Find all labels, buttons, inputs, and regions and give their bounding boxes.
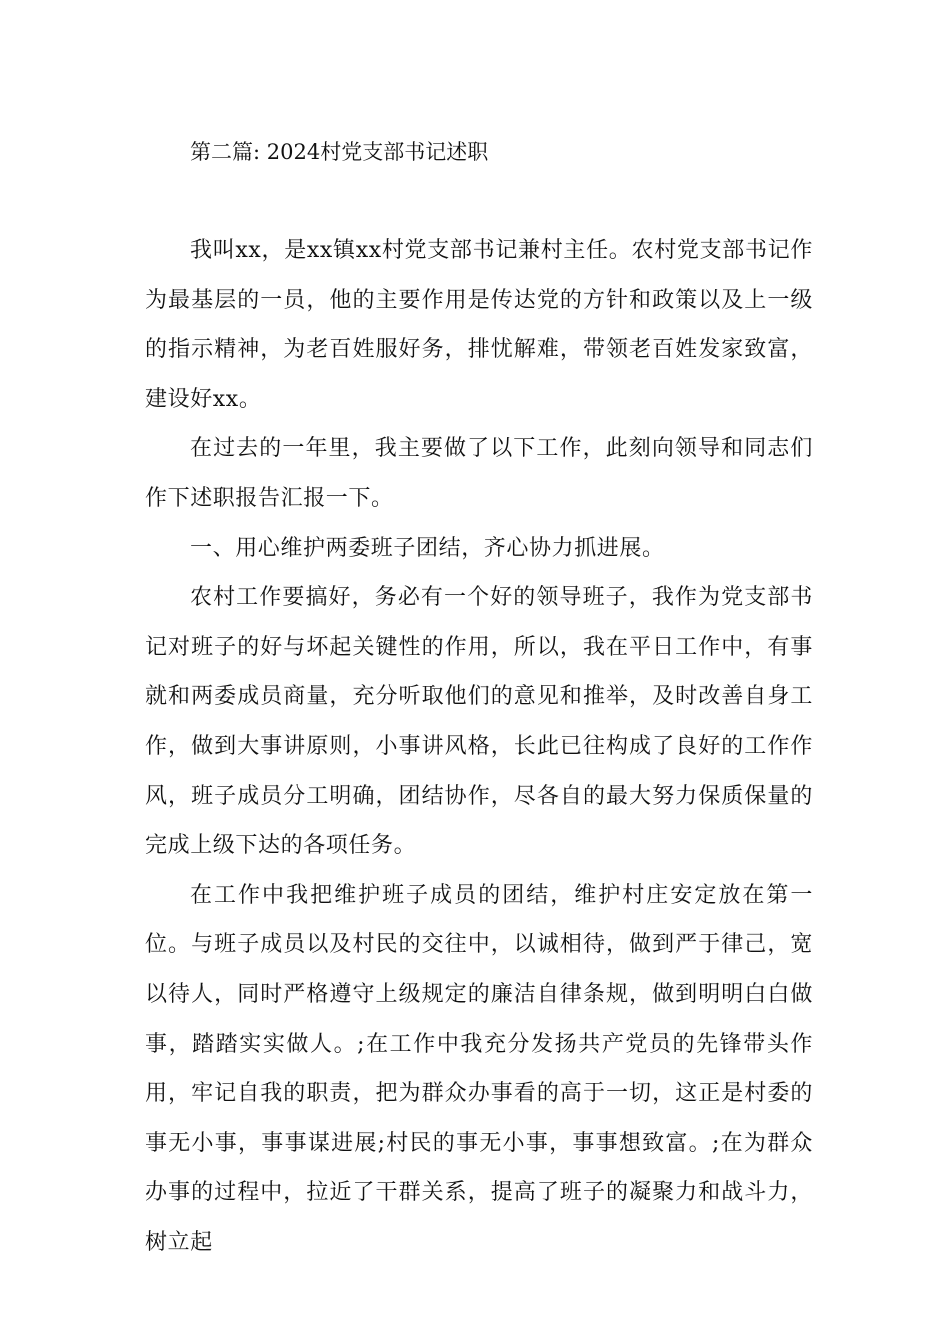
paragraph-overview: 在过去的一年里，我主要做了以下工作，此刻向领导和同志们作下述职报告汇报一下。 bbox=[145, 436, 813, 511]
paragraph-intro: 我叫xx，是xx镇xx村党支部书记兼村主任。农村党支部书记作为最基层的一员，他的主要作用是传达党的方针和政策以及上一级的指示精神，为老百姓服好务，排忧解难，带领老百姓发家致富，建设好xx。 bbox=[145, 238, 813, 412]
document-title: 第二篇: 2024村党支部书记述职 bbox=[190, 140, 489, 164]
section-heading: 一、用心维护两委班子团结，齐心协力抓进展。 bbox=[190, 535, 665, 561]
document-body bbox=[145, 226, 813, 1267]
paragraph-leadership: 农村工作要搞好，务必有一个好的领导班子，我作为党支部书记对班子的好与坏起关键性的作用，所以，我在平日工作中，有事就和两委成员商量，充分听取他们的意见和推举，及时改善自身工作，做到大事讲原则，小事讲风格，长此已往构成了良好的工作作风，班子成员分工明确，团结协作，尽各自的最大努力保质保量的完成上级下达的各项任务。 bbox=[145, 585, 813, 859]
paragraph-unity: 在工作中我把维护班子成员的团结，维护村庄安定放在第一位。与班子成员以及村民的交往中，以诚相待，做到严于律己，宽以待人，同时严格遵守上级规定的廉洁自律条规，做到明明白白做事，踏踏实实做人。;在工作中我充分发扬共产党员的先锋带头作用，牢记自我的职责，把为群众办事看的高于一切，这正是村委的事无小事，事事谋进展;村民的事无小事，事事想致富。;在为群众办事的过程中，拉近了干群关系，提高了班子的凝聚力和战斗力，树立起 bbox=[145, 882, 813, 1255]
